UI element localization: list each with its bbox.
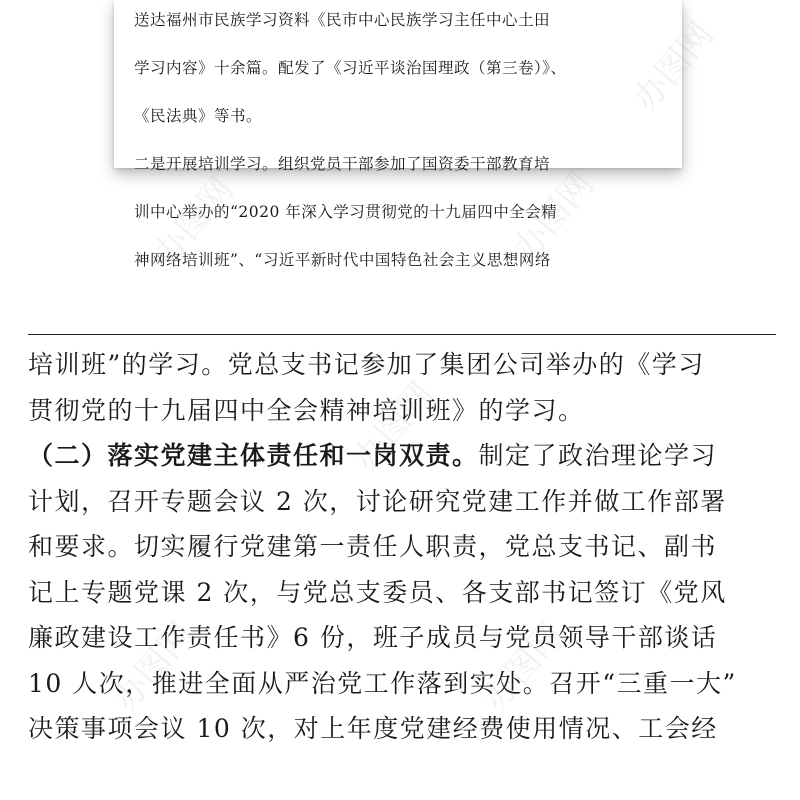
watermark: 办图网 — [505, 164, 602, 269]
body-line: 培训班”的学习。党总支书记参加了集团公司举办的《学习 — [28, 350, 705, 379]
document-body — [28, 342, 776, 752]
watermark: 办图网 — [345, 374, 442, 479]
preview-line: 训中心举办的“2020 年深入学习贯彻党的十九届四中全会精 — [134, 203, 558, 221]
body-line-rest: 制定了政治理论学习 — [478, 441, 718, 470]
watermark: 办图网 — [105, 614, 202, 719]
body-line — [28, 433, 776, 479]
preview-line: 二是开展培训学习。组织党员干部参加了国资委干部教育培 — [134, 155, 551, 173]
preview-line: 《民法典》等书。 — [134, 107, 263, 125]
preview-text — [134, 0, 662, 296]
body-line: 贯彻党的十九届四中全会精神培训班》的学习。 — [28, 395, 585, 425]
preview-line: 神网络培训班”、“习近平新时代中国特色社会主义思想网络 — [134, 251, 551, 269]
body-line: 记上专题党课 2 次，与党总支委员、各支部书记签订《党风 — [28, 577, 727, 607]
body-line: 10 人次，推进全面从严治党工作落到实处。召开“三重一大” — [28, 668, 737, 698]
section-divider — [28, 334, 776, 335]
preview-line: 学习内容》十余篇。配发了《习近平谈治国理政（第三卷）》、 — [134, 59, 567, 77]
body-line: 计划，召开专题会议 2 次，讨论研究党建工作并做工作部署 — [28, 486, 727, 516]
watermark: 办图网 — [145, 169, 242, 274]
watermark: 办图网 — [475, 614, 572, 719]
section-heading: （二）落实党建主体责任和一岗双责。 — [28, 441, 479, 470]
body-line: 和要求。切实履行党建第一责任人职责，党总支书记、副书 — [28, 532, 718, 561]
body-line: 决策事项会议 10 次，对上年度党建经费使用情况、工会经 — [28, 714, 718, 743]
body-line: 廉政建设工作责任书》6 份，班子成员与党员领导干部谈话 — [28, 623, 718, 652]
preview-line: 送达福州市民族学习资料《民市中心民族学习主任中心土田 — [134, 11, 551, 29]
